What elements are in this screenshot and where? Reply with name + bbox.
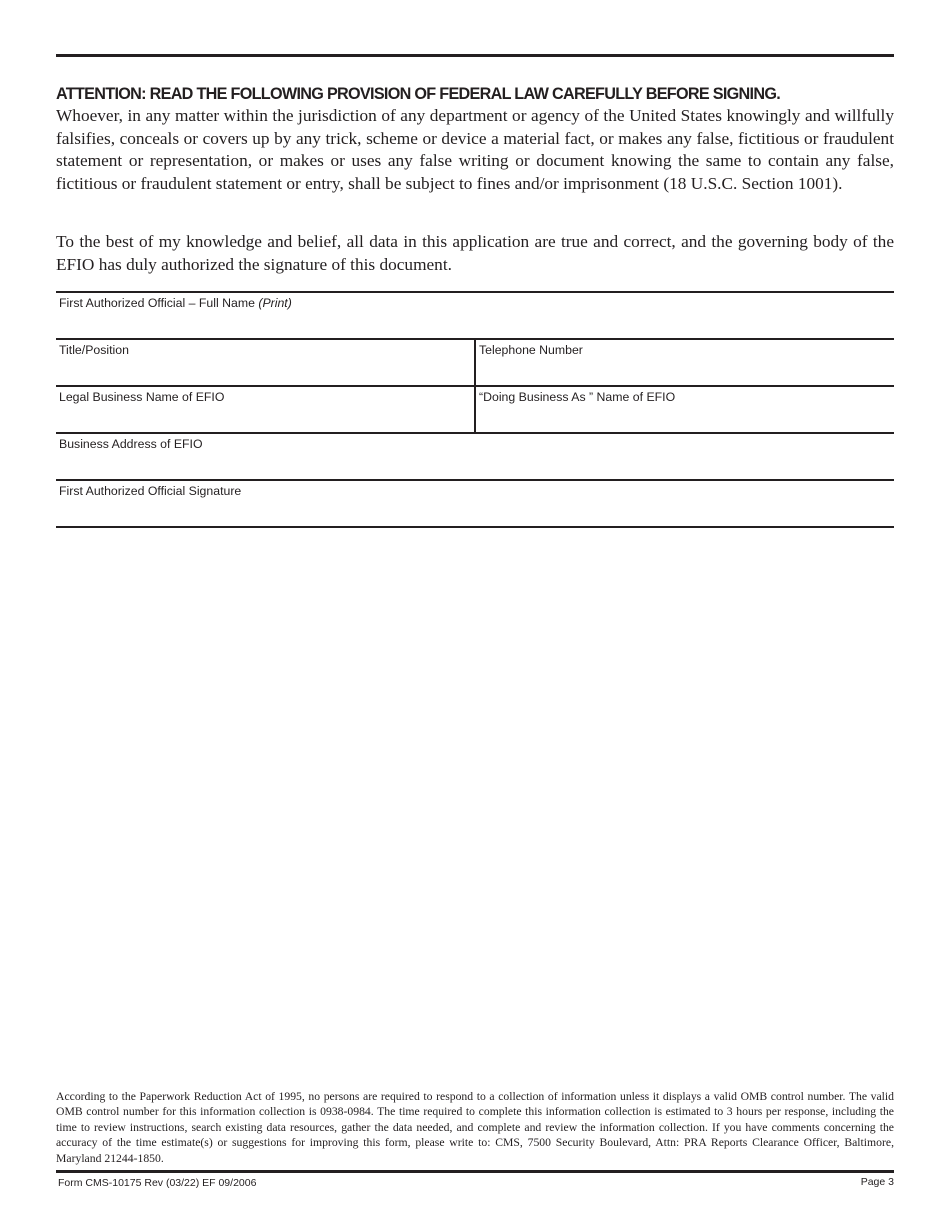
top-rule: [56, 54, 894, 57]
form-identifier: Form CMS-10175 Rev (03/22) EF 09/2006: [58, 1177, 257, 1189]
legal-name-field[interactable]: [56, 387, 474, 432]
bottom-rule: [56, 1170, 894, 1173]
address-row: [56, 432, 894, 479]
certification-text: To the best of my knowledge and belief, all data in this application are true and correct, and the governing body of the EFIO has duly authorized the signature of this document.: [56, 232, 894, 274]
attention-heading: ATTENTION: READ THE FOLLOWING PROVISION OF FEDERAL LAW CAREFULLY BEFORE SIGNING.: [56, 85, 781, 103]
law-provision-text: Whoever, in any matter within the jurisdiction of any department or agency of the United States knowingly and willfully falsifies, conceals or covers up by any trick, scheme or device a material fact, or makes any false, fictitious or fraudulent statement or representation, or makes or uses any false writing or document knowing the same to contain any false, fictitious or fraudulent statement or entry, shall be subject to fines and/or imprisonment (18 U.S.C. Section 1001).: [56, 106, 894, 193]
signature-field-table: [56, 291, 894, 528]
signature-label: First Authorized Official Signature: [59, 484, 242, 498]
business-name-row: [56, 385, 894, 432]
full-name-field[interactable]: [56, 293, 894, 338]
address-label: Business Address of EFIO: [59, 437, 203, 451]
print-note: (Print): [258, 296, 292, 310]
address-field[interactable]: [56, 434, 894, 479]
page-number: Page 3: [860, 1176, 894, 1188]
signature-row: [56, 479, 894, 528]
title-field[interactable]: [56, 340, 474, 385]
telephone-field[interactable]: [474, 340, 894, 385]
signature-field[interactable]: [56, 481, 894, 526]
title-label: Title/Position: [59, 343, 129, 357]
dba-name-field[interactable]: [474, 387, 894, 432]
dba-name-label: “Doing Business As ” Name of EFIO: [479, 390, 676, 404]
legal-name-label: Legal Business Name of EFIO: [59, 390, 225, 404]
title-phone-row: [56, 338, 894, 385]
paperwork-reduction-notice: According to the Paperwork Reduction Act of 1995, no persons are required to respond to a collection of information unless it displays a valid OMB control number. The valid OMB control number for this information collection is 0938-0984. The time required to complete this information collection is estimated to 3 hours per response, including the time to review instructions, search existing data resources, gather the data needed, and complete and review the information collection. If you have comments concerning the accuracy of the time estimate(s) or suggestions for improving this form, please write to: CMS, 7500 Security Boulevard, Attn: PRA Reports Clearance Officer, Baltimore, Maryland 21244-1850.: [56, 1090, 894, 1165]
full-name-label: First Authorized Official – Full Name (Print): [59, 296, 292, 310]
full-name-row: [56, 291, 894, 338]
telephone-label: Telephone Number: [479, 343, 583, 357]
